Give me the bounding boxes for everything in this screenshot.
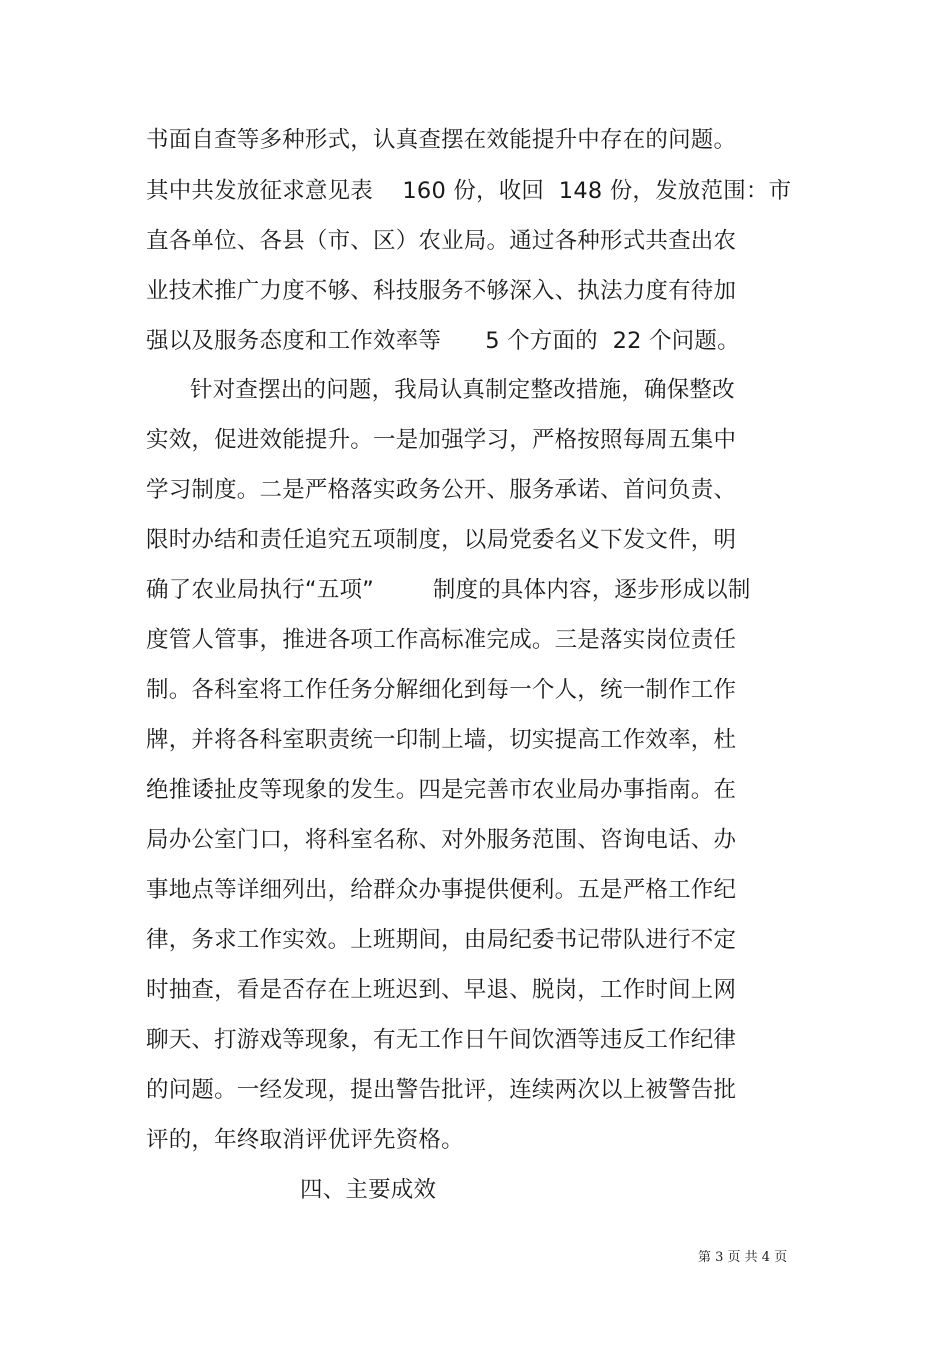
body-text-line: 强以及服务态度和工作效率等 5 个方面的 22 个问题。 (146, 328, 740, 354)
body-text-line: 律，务求工作实效。上班期间，由局纪委书记带队进行不定 (146, 927, 737, 953)
body-text-line: 其中共发放征求意见表 160 份，收回 148 份，发放范围：市 (146, 178, 792, 204)
body-text-line: 局办公室门口，将科室名称、对外服务范围、咨询电话、办 (146, 827, 737, 853)
body-text-line: 的问题。一经发现，提出警告批评，连续两次以上被警告批 (146, 1077, 737, 1103)
body-text-line: 学习制度。二是严格落实政务公开、服务承诺、首问负责、 (146, 477, 737, 503)
body-text-line: 评的，年终取消评优评先资格。 (146, 1127, 464, 1153)
body-text-line: 限时办结和责任追究五项制度，以局党委名义下发文件，明 (146, 527, 737, 553)
body-text-line: 时抽查，看是否存在上班迟到、早退、脱岗，工作时间上网 (146, 977, 737, 1003)
body-text-line: 书面自查等多种形式，认真查摆在效能提升中存在的问题。 (146, 127, 737, 153)
body-text-line: 聊天、打游戏等现象，有无工作日午间饮酒等违反工作纪律 (146, 1027, 737, 1053)
body-text-line: 直各单位、各县（市、区）农业局。通过各种形式共查出农 (146, 228, 737, 254)
body-text-line: 业技术推广力度不够、科技服务不够深入、执法力度有待加 (146, 278, 737, 304)
body-text-line: 牌，并将各科室职责统一印制上墙，切实提高工作效率，杜 (146, 727, 737, 753)
body-text-line: 事地点等详细列出，给群众办事提供便利。五是严格工作纪 (146, 877, 737, 903)
body-text-line: 确了农业局执行“五项” 制度的具体内容，逐步形成以制 (146, 577, 751, 603)
body-text-line: 实效，促进效能提升。一是加强学习，严格按照每周五集中 (146, 427, 737, 453)
body-text-line: 制。各科室将工作任务分解细化到每一个人，统一制作工作 (146, 677, 737, 703)
page-number-footer: 第 3 页 共 4 页 (698, 1250, 788, 1265)
body-text-line: 度管人管事，推进各项工作高标准完成。三是落实岗位责任 (146, 627, 737, 653)
section-heading: 四、主要成效 (300, 1177, 437, 1203)
paragraph-first-line: 针对查摆出的问题，我局认真制定整改措施，确保整改 (190, 377, 735, 403)
body-text-line: 绝推诿扯皮等现象的发生。四是完善市农业局办事指南。在 (146, 777, 737, 803)
